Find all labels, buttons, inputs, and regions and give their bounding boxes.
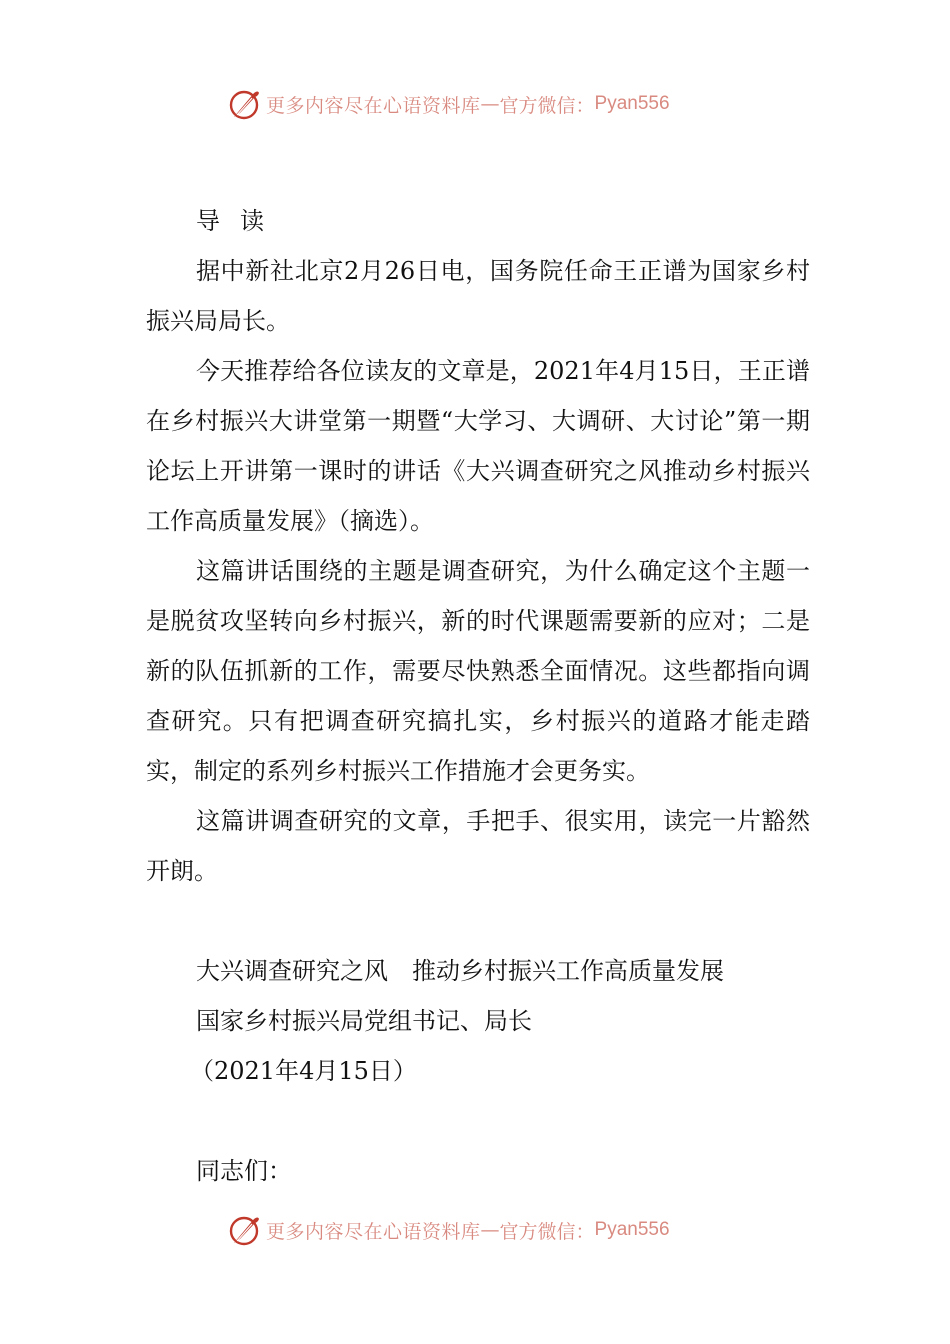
speech-title: 大兴调查研究之风 推动乡村振兴工作高质量发展 xyxy=(196,957,724,985)
document-body xyxy=(146,196,810,1196)
salutation: 同志们： xyxy=(196,1157,292,1185)
banner-dash: — xyxy=(480,1219,500,1241)
quill-pen-logo xyxy=(228,87,262,121)
intro-heading: 导读 xyxy=(196,207,284,235)
speech-author: 国家乡村振兴局党组书记、局长 xyxy=(196,1007,532,1035)
header-banner xyxy=(228,86,670,122)
banner-text: 更多内容尽在心语资料库 xyxy=(266,94,481,117)
spacer xyxy=(146,1096,810,1146)
banner-contact-label: 官方微信： xyxy=(499,1220,595,1243)
banner-text: 更多内容尽在心语资料库 xyxy=(266,1220,481,1243)
banner-contact-id: Pyan556 xyxy=(594,1219,670,1240)
paragraph-4: 这篇讲调查研究的文章，手把手、很实用，读完一片豁然开朗。 xyxy=(146,807,810,885)
quill-pen-logo xyxy=(228,1213,262,1247)
banner-dash: — xyxy=(480,93,500,115)
paragraph-2: 今天推荐给各位读友的文章是，2021年4月15日，王正谱在乡村振兴大讲堂第一期暨“大学习、大调研、大讨论”第一期论坛上开讲第一课时的讲话《大兴调查研究之风推动乡村振兴工作高质量发展》（摘选）。 xyxy=(146,357,810,535)
paragraph-3: 这篇讲话围绕的主题是调查研究，为什么确定这个主题一是脱贫攻坚转向乡村振兴，新的时代课题需要新的应对；二是新的队伍抓新的工作，需要尽快熟悉全面情况。这些都指向调查研究。只有把调查研究搞扎实，乡村振兴的道路才能走踏实，制定的系列乡村振兴工作措施才会更务实。 xyxy=(146,557,810,785)
banner-contact-label: 官方微信： xyxy=(499,94,595,117)
spacer xyxy=(146,896,810,946)
speech-date: （2021年4月15日） xyxy=(190,1057,417,1085)
paragraph-1: 据中新社北京2月26日电，国务院任命王正谱为国家乡村振兴局局长。 xyxy=(146,257,810,335)
banner-contact-id: Pyan556 xyxy=(594,93,670,114)
footer-banner xyxy=(228,1212,670,1248)
